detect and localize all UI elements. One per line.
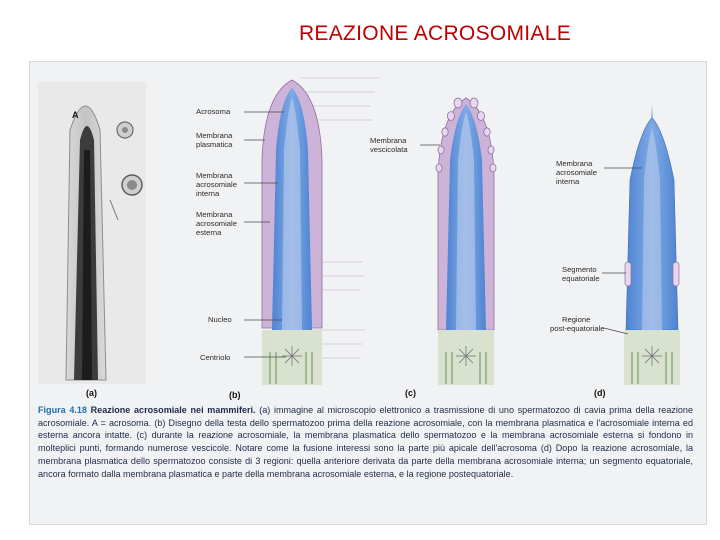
label-nucleo: Nucleo (208, 315, 232, 324)
label-d-interna-3: interna (556, 177, 580, 186)
diagram-panel-b (196, 80, 322, 385)
panel-label-c: (c) (405, 388, 416, 398)
panel-label-d: (d) (594, 388, 606, 398)
label-acrosomiale-interna-2: acrosomiale (196, 180, 237, 189)
label-acrosomiale-interna-3: interna (196, 189, 220, 198)
caption-figure-number: Figura 4.18 (38, 405, 87, 415)
label-vescicolata-1: Membrana (370, 136, 407, 145)
label-segmento-2: equatoriale (562, 274, 600, 283)
label-centriolo: Centriolo (200, 353, 231, 362)
centriole-star-d (642, 346, 662, 366)
centriole-star-b (282, 346, 302, 366)
label-segmento-1: Segmento (562, 265, 597, 274)
slide-title: REAZIONE ACROSOMIALE (298, 22, 572, 45)
caption-body: (a) immagine al microscopio elettronico a trasmissione di uno spermatozoo di cavia prima della reazione acrosomiale. A = acrosoma. (b) Disegno della testa dello spermatozoo prima della reazione acrosomiale, con la membrana plasmatica e l'acrosomiale interna ed esterna ancora intatte. (c) durante la reazione acrosomiale, la membrana plasmatica dello spermatozoo e la membrana acrosomiale esterna si fondono in molteplici punti, formando numerose vescicole. Notare come la fusione interessi sono la parte più apicale dell'acrosoma (d) Dopo la reazione acrosomiale, la membrana plasmatica dello spermatozoo consiste di 3 regioni: quella anteriore derivata da parte della membrana acrosomiale interna; un segmento equatoriale, ancora formato dalla membrana plasmatica e parte della membrana acrosomiale esterna, e la regione postequatoriale. (38, 405, 693, 479)
label-acrosoma: Acrosoma (196, 107, 231, 116)
label-d-interna-2: acrosomiale (556, 168, 597, 177)
diagram-panel-c (370, 98, 496, 385)
label-acrosomiale-interna-1: Membrana (196, 171, 233, 180)
figure-caption (38, 404, 693, 480)
micrograph-panel-a (38, 82, 146, 384)
label-d-interna-1: Membrana (556, 159, 593, 168)
centriole-star-c (456, 346, 476, 366)
label-acrosomiale-esterna-3: esterna (196, 228, 222, 237)
label-acrosomiale-esterna-1: Membrana (196, 210, 233, 219)
diagram-panel-d (550, 104, 680, 385)
label-membrana-plasmatica-2: plasmatica (196, 140, 233, 149)
label-vescicolata-2: vescicolata (370, 145, 408, 154)
panel-label-a: (a) (86, 388, 97, 398)
label-membrana-plasmatica-1: Membrana (196, 131, 233, 140)
caption-title: Reazione acrosomiale nei mammiferi. (90, 405, 256, 415)
panel-label-b: (b) (229, 390, 241, 400)
label-regione-2: post-equatoriale (550, 324, 605, 333)
label-acrosomiale-esterna-2: acrosomiale (196, 219, 237, 228)
label-regione-1: Regione (562, 315, 591, 324)
micrograph-acrosome-label: A (72, 110, 79, 120)
